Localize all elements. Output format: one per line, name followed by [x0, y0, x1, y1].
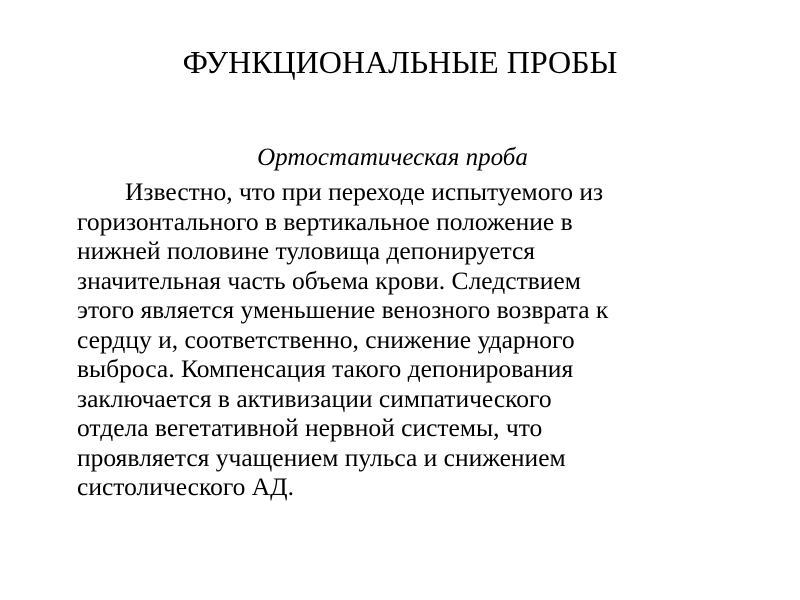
body-line: этого является уменьшение венозного возврата к [77, 295, 609, 324]
slide-title: ФУНКЦИОНАЛЬНЫЕ ПРОБЫ [182, 44, 618, 80]
body-line: сердцу и, соответственно, снижение ударного [77, 324, 575, 354]
body-line: проявляется учащением пульса и снижением [77, 442, 566, 472]
body-line: заключается в активизации симпатического [77, 383, 552, 413]
body-line: Известно, что при переходе испытуемого из [125, 177, 604, 206]
body-line: нижней половине туловища депонируется [77, 236, 536, 265]
body-line: горизонтального в вертикальное положение в [77, 206, 573, 236]
body-paragraph [77, 177, 749, 502]
body-line: значительная часть объема крови. Следствием [77, 265, 581, 295]
body-line: выброса. Компенсация такого депонирования [77, 354, 574, 383]
body-line: систолического АД. [77, 472, 294, 501]
section-subtitle: Ортостатическая проба [257, 144, 528, 171]
body-line: отдела вегетативной нервной системы, что [77, 413, 543, 442]
